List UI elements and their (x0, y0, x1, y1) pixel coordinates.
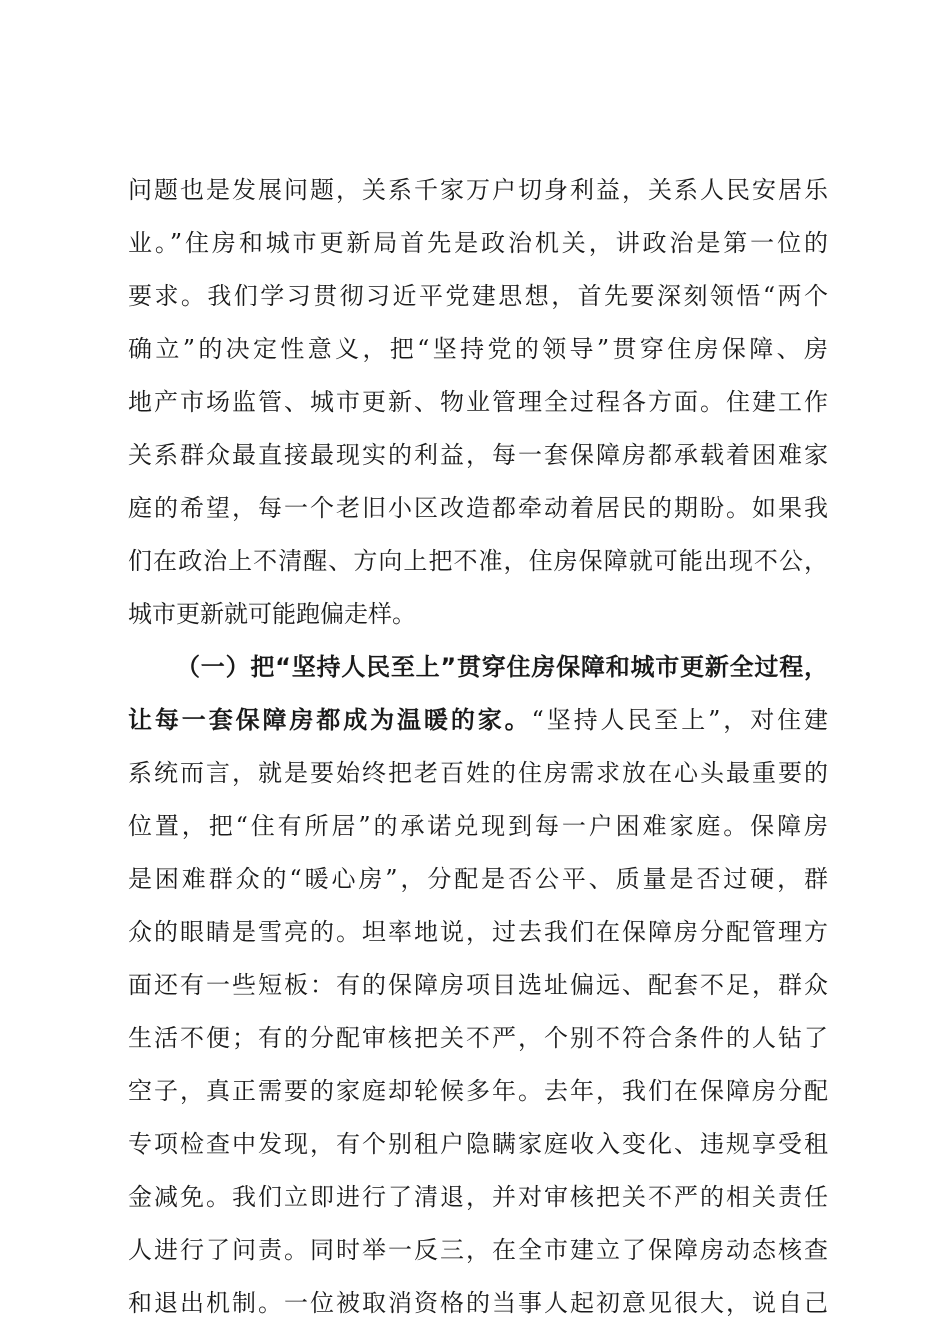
paragraph-line: 城市更新就可能跑偏走样。 (128, 600, 416, 628)
paragraph-line: 业。”住房和城市更新局首先是政治机关，讲政治是第一位的 (128, 229, 828, 257)
paragraph-line: 确立”的决定性意义，把“坚持党的领导”贯穿住房保障、房 (128, 335, 828, 363)
paragraph-line: 们在政治上不清醒、方向上把不准，住房保障就可能出现不公， (128, 547, 828, 575)
paragraph-line: 是困难群众的“暖心房”，分配是否公平、质量是否过硬，群 (128, 865, 828, 893)
paragraph-line: 庭的希望，每一个老旧小区改造都牵动着居民的期盼。如果我 (128, 494, 828, 522)
paragraph-line: 生活不便；有的分配审核把关不严，个别不符合条件的人钻了 (128, 1024, 828, 1052)
paragraph-line: 地产市场监管、城市更新、物业管理全过程各方面。住建工作 (128, 388, 828, 416)
paragraph-line: 和退出机制。一位被取消资格的当事人起初意见很大，说自己 (128, 1289, 828, 1317)
paragraph-line: 要求。我们学习贯彻习近平党建思想，首先要深刻领悟“两个 (128, 282, 828, 310)
paragraph-line: 系统而言，就是要始终把老百姓的住房需求放在心头最重要的 (128, 759, 828, 787)
paragraph-line: 空子，真正需要的家庭却轮候多年。去年，我们在保障房分配 (128, 1077, 828, 1105)
paragraph-text: “坚持人民至上”，对住建 (531, 706, 828, 734)
section-heading-line-2 (128, 694, 828, 747)
paragraph-line: 专项检查中发现，有个别租户隐瞒家庭收入变化、违规享受租 (128, 1130, 828, 1158)
paragraph-line: 关系群众最直接最现实的利益，每一套保障房都承载着困难家 (128, 441, 828, 469)
paragraph-line: 位置，把“住有所居”的承诺兑现到每一户困难家庭。保障房 (128, 812, 828, 840)
paragraph-line: 面还有一些短板：有的保障房项目选址偏远、配套不足，群众 (128, 971, 828, 999)
paragraph-line: 问题也是发展问题，关系千家万户切身利益，关系人民安居乐 (128, 176, 828, 204)
paragraph-line: 众的眼睛是雪亮的。坦率地说，过去我们在保障房分配管理方 (128, 918, 828, 946)
section-heading-continuation: 让每一套保障房都成为温暖的家。 (128, 706, 532, 734)
paragraph-line: 金减免。我们立即进行了清退，并对审核把关不严的相关责任 (128, 1183, 828, 1211)
body-text (128, 164, 828, 1330)
section-heading-line: （一）把“坚持人民至上”贯穿住房保障和城市更新全过程， (176, 653, 828, 681)
paragraph-line: 人进行了问责。同时举一反三，在全市建立了保障房动态核查 (128, 1236, 828, 1264)
